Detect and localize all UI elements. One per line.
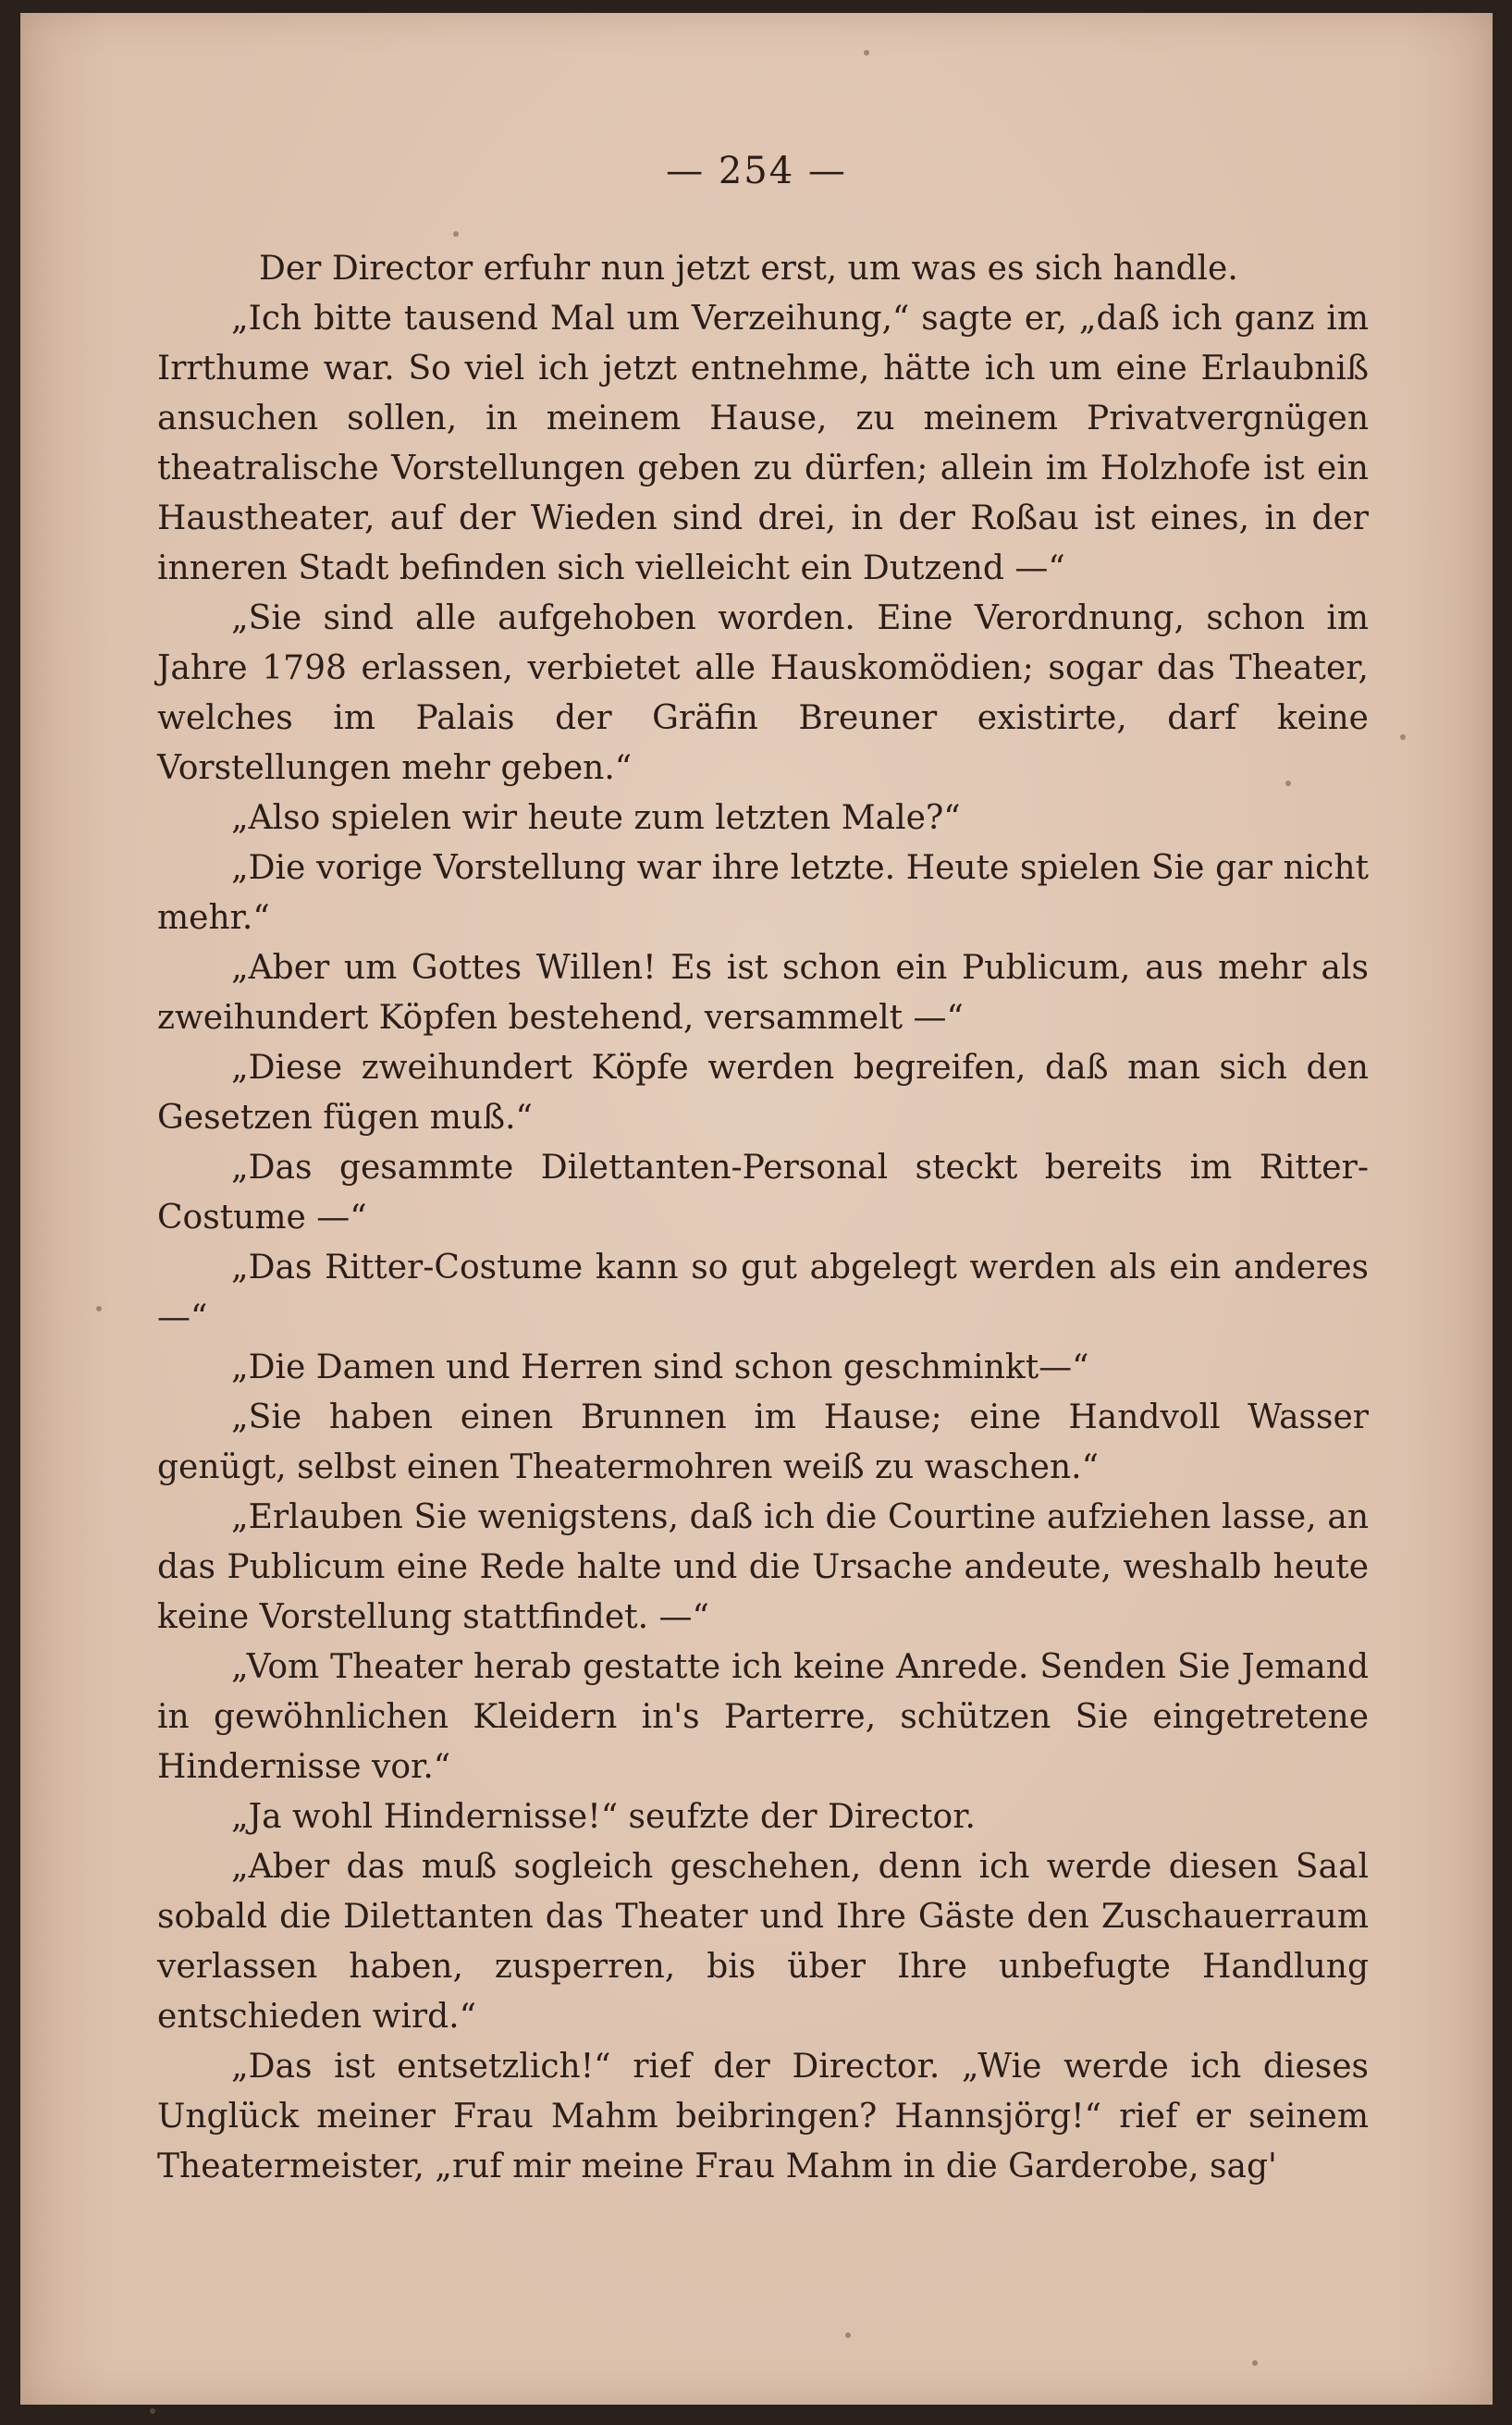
body-text: [157, 244, 1369, 2192]
paragraph: „Vom Theater herab gestatte ich keine Anrede. Senden Sie Jemand in gewöhnlichen Kleidern in's Parterre, schützen Sie eingetretene Hindernisse vor.“: [157, 1648, 1369, 1786]
paragraph: „Aber um Gottes Willen! Es ist schon ein Publicum, aus mehr als zweihundert Köpfen bestehend, versammelt —“: [157, 949, 1369, 1037]
paragraph: „Ja wohl Hindernisse!“ seufzte der Director.: [231, 1798, 976, 1836]
paper-speck: [864, 50, 869, 55]
paragraph: „Sie sind alle aufgehoben worden. Eine Verordnung, schon im Jahre 1798 erlassen, verbietet alle Hauskomödien; sogar das Theater, welches im Palais der Gräfin Breuner existirte, darf keine Vorstellungen mehr geben.“: [157, 599, 1369, 787]
paragraph: „Aber das muß sogleich geschehen, denn ich werde diesen Saal sobald die Dilettanten das Theater und Ihre Gäste den Zuschauerraum verlassen haben, zusperren, bis über Ihre unbefugte Handlung entschieden wird.“: [157, 1848, 1369, 2036]
paper-speck: [96, 1306, 102, 1311]
paper-speck: [453, 231, 459, 237]
paragraph: „Die Damen und Herren sind schon geschminkt—“: [231, 1348, 1089, 1386]
page-number: — 254 —: [666, 150, 847, 192]
book-page: [20, 13, 1493, 2405]
paragraph: Der Director erfuhr nun jetzt erst, um was es sich handle.: [259, 250, 1238, 288]
paper-speck: [1285, 781, 1291, 786]
paragraph: „Diese zweihundert Köpfe werden begreifen, daß man sich den Gesetzen fügen muß.“: [157, 1049, 1369, 1137]
paragraph: „Die vorige Vorstellung war ihre letzte. Heute spielen Sie gar nicht mehr.“: [157, 849, 1369, 937]
paragraph: „Ich bitte tausend Mal um Verzeihung,“ sagte er, „daß ich ganz im Irrthume war. So viel ich jetzt entnehme, hätte ich um eine Erlaubniß ansuchen sollen, in meinem Hause, zu meinem Privatvergnügen theatralische Vorstellungen geben zu dürfen; allein im Holzhofe ist ein Haustheater, auf der Wieden sind drei, in der Roßau ist eines, in der inneren Stadt befinden sich vielleicht ein Dutzend —“: [157, 300, 1369, 587]
paragraph: „Das ist entsetzlich!“ rief der Director. „Wie werde ich dieses Unglück meiner Frau Mahm beibringen? Hannsjörg!“ rief er seinem Theatermeister, „ruf mir meine Frau Mahm in die Garderobe, sag': [157, 2048, 1369, 2185]
paragraph: „Das Ritter-Costume kann so gut abgelegt werden als ein anderes —“: [157, 1249, 1369, 1336]
paper-speck: [1400, 734, 1406, 740]
paragraph: „Also spielen wir heute zum letzten Male?“: [231, 799, 961, 837]
paragraph: „Sie haben einen Brunnen im Hause; eine Handvoll Wasser genügt, selbst einen Theatermohren weiß zu waschen.“: [157, 1398, 1369, 1486]
paragraph: „Erlauben Sie wenigstens, daß ich die Courtine aufziehen lasse, an das Publicum eine Rede halte und die Ursache andeute, weshalb heute keine Vorstellung stattfindet. —“: [157, 1498, 1369, 1636]
paragraph: „Das gesammte Dilettanten-Personal steckt bereits im Ritter-Costume —“: [157, 1149, 1369, 1237]
paper-speck: [1252, 2360, 1258, 2366]
paper-speck: [150, 2408, 155, 2414]
paper-speck: [845, 2333, 851, 2338]
